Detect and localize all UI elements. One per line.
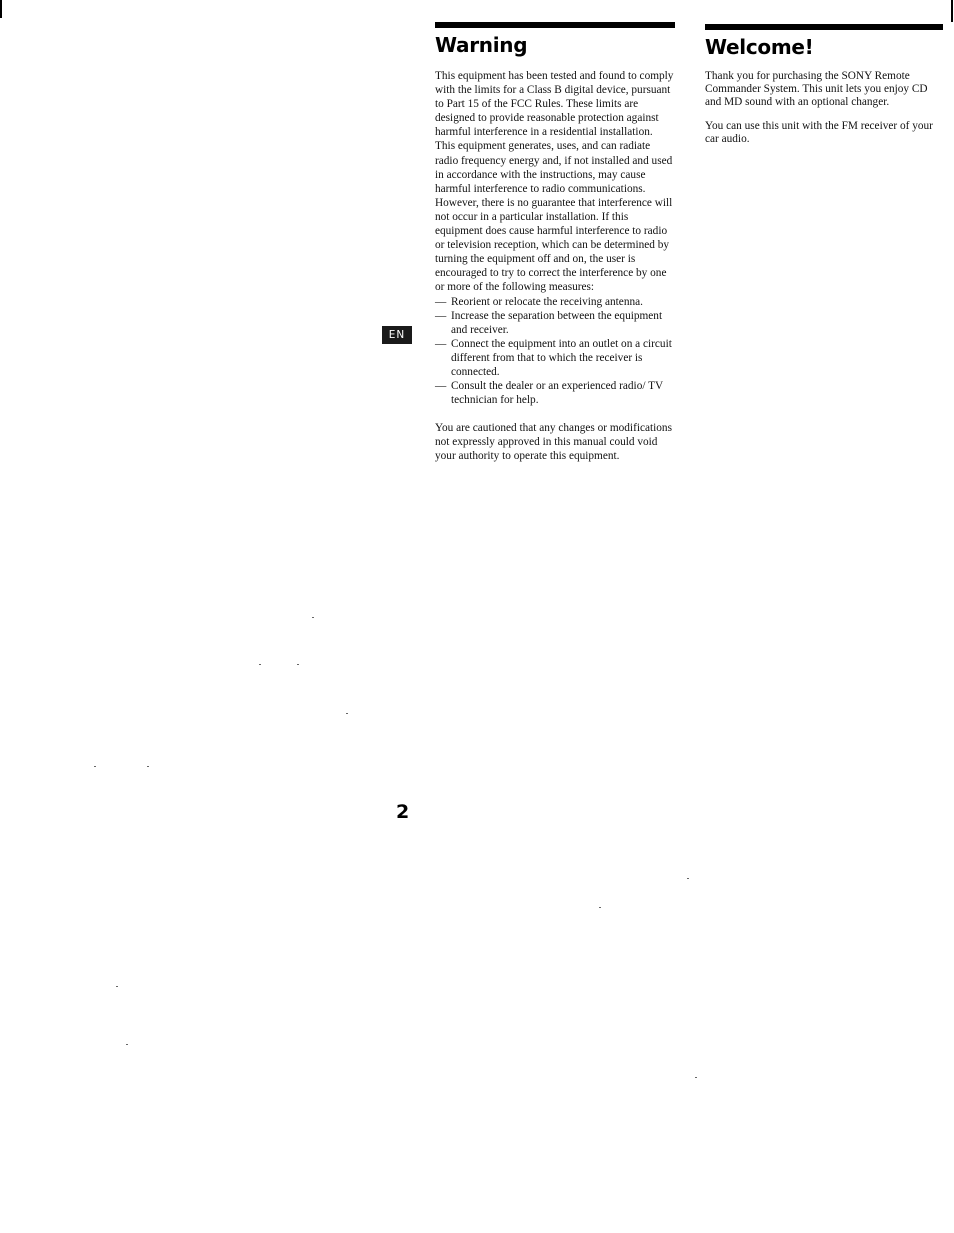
- list-item: — Increase the separation between the equipment and receiver.: [435, 309, 663, 336]
- section-rule: [705, 24, 943, 30]
- list-item: — Connect the equipment into an outlet on a circuit different from that to which the receiver is connected.: [435, 337, 672, 378]
- scan-speck: [259, 664, 261, 665]
- scan-speck: [126, 1044, 128, 1045]
- warning-section: [435, 22, 675, 464]
- section-rule: [435, 22, 675, 28]
- scan-speck: [116, 986, 118, 987]
- scan-speck: [695, 1077, 697, 1078]
- scan-speck: [94, 766, 96, 767]
- scan-speck: [297, 664, 299, 665]
- measures-list: [435, 295, 675, 408]
- fcc-statement: This equipment has been tested and found to comply with the limits for a Class B digital device, pursuant to Part 15 of the FCC Rules. These limits are designed to provide reasonable protection against harmful interference in a residential installation. This equipment generates, uses, and can radiate radio frequency energy and, if not installed and used in accordance with the instructions, may cause harmful interference to radio communications. However, there is no guarantee that interference will not occur in a particular installation. If this equipment does cause harmful interference to radio or television reception, which can be determined by turning the equipment off and on, the user is encouraged to try to correct the interference by one or more of the following measures:: [435, 70, 674, 294]
- page-number: 2: [396, 801, 410, 823]
- list-item: — Reorient or relocate the receiving antenna.: [435, 295, 643, 308]
- scan-speck: [599, 907, 601, 908]
- welcome-heading: Welcome!: [705, 35, 814, 59]
- scan-speck: [346, 713, 348, 714]
- language-tab: EN: [382, 326, 412, 344]
- warning-heading: Warning: [435, 33, 528, 57]
- scan-speck: [147, 766, 149, 767]
- scan-speck: [312, 617, 314, 618]
- scan-speck: [687, 878, 689, 879]
- welcome-usage: You can use this unit with the FM receiver of your car audio.: [705, 120, 933, 145]
- welcome-intro: Thank you for purchasing the SONY Remote Commander System. This unit lets you enjoy CD and MD sound with an optional changer.: [705, 70, 928, 108]
- caution-statement: You are cautioned that any changes or modifications not expressly approved in this manual could void your authority to operate this equipment.: [435, 422, 672, 463]
- scan-edge-mark: [0, 0, 2, 18]
- scan-edge-mark: [951, 0, 953, 22]
- list-item: — Consult the dealer or an experienced radio/ TV technician for help.: [435, 380, 663, 407]
- welcome-section: [705, 24, 943, 146]
